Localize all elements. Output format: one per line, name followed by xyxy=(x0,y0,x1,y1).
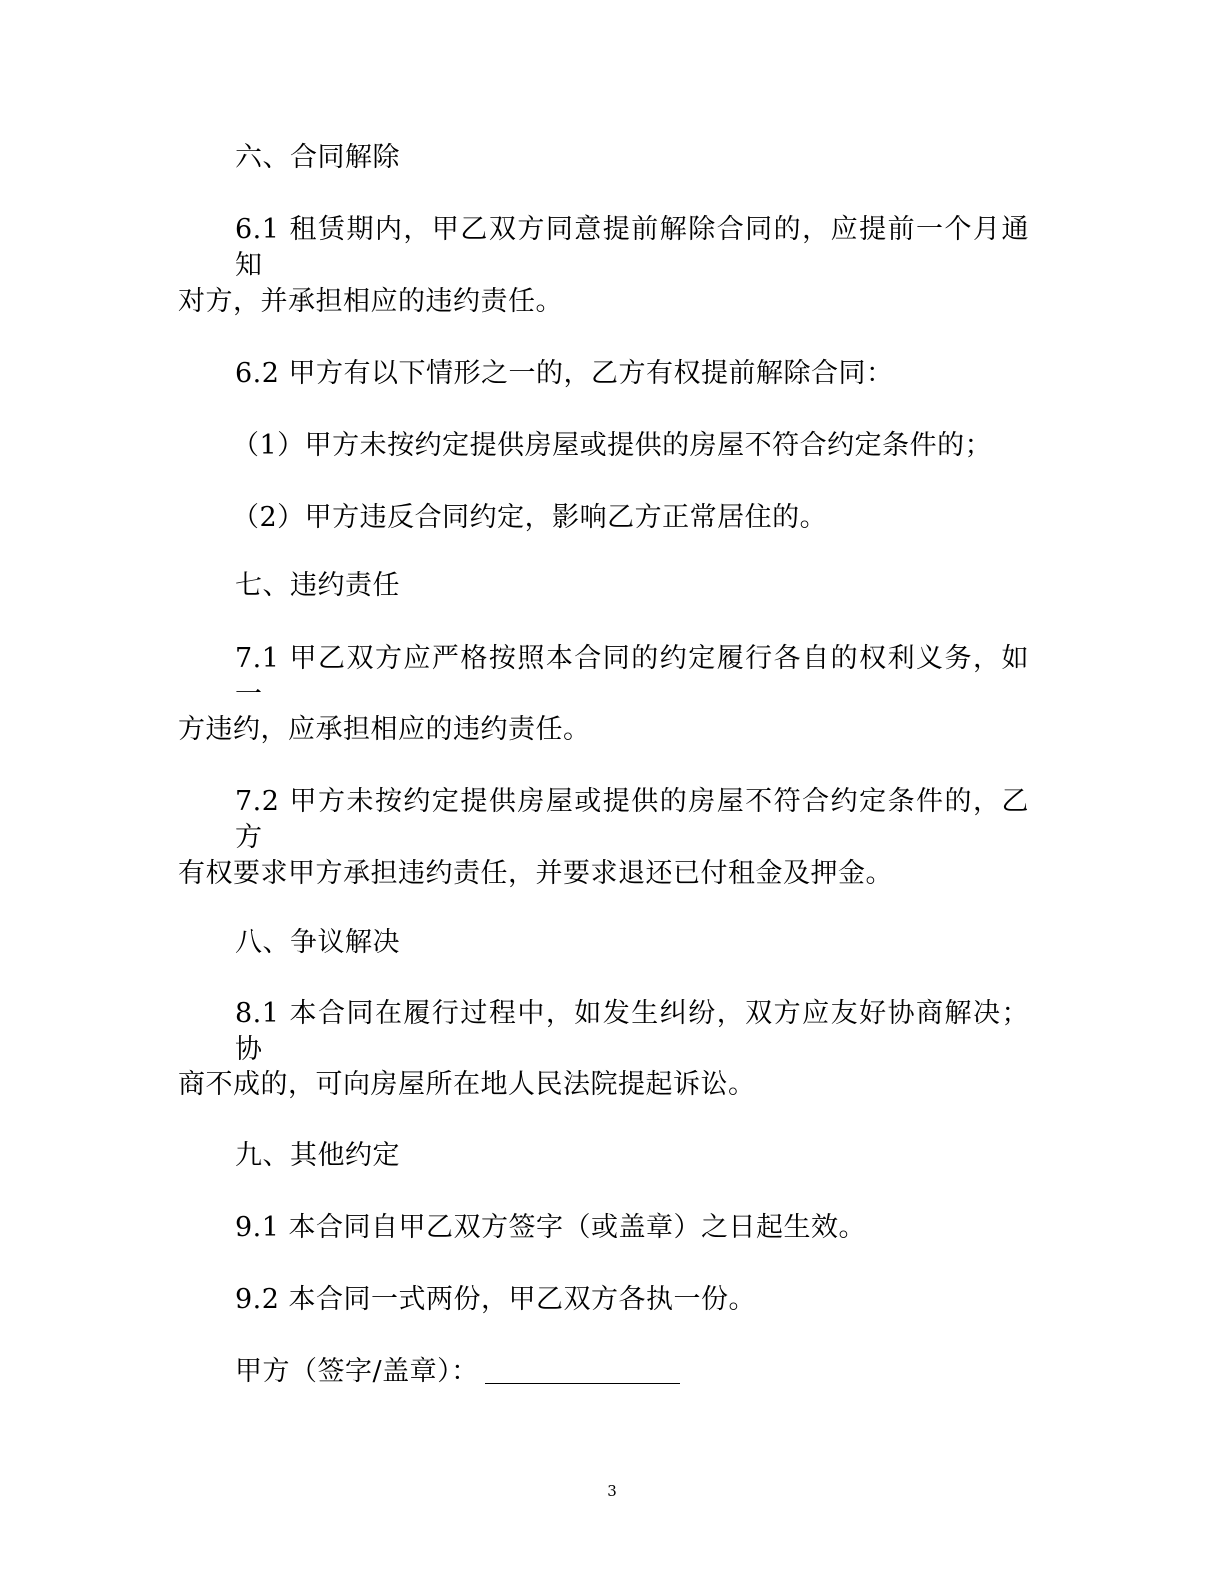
section-heading-other: 九、其他约定 xyxy=(235,1140,400,1171)
section-heading-dispute: 八、争议解决 xyxy=(235,927,400,958)
page-number: 3 xyxy=(607,1482,617,1500)
signature-line-party-a[interactable] xyxy=(485,1357,680,1384)
clause-6-1-line-1 xyxy=(0,212,1224,284)
clause-8-1-line-2: 商不成的，可向房屋所在地人民法院提起诉讼。 xyxy=(178,1069,756,1100)
clause-6-1-line-2: 对方，并承担相应的违约责任。 xyxy=(178,286,563,317)
clause-8-1-line-1 xyxy=(0,996,1224,1068)
clause-7-1-line-1 xyxy=(0,641,1224,713)
clause-7-2-text-1: 7.2 甲方未按约定提供房屋或提供的房屋不符合约定条件的，乙方 xyxy=(235,786,1029,853)
clause-9-2: 9.2 本合同一式两份，甲乙双方各执一份。 xyxy=(235,1284,757,1315)
clause-6-1-text-1: 6.1 租赁期内，甲乙双方同意提前解除合同的，应提前一个月通知 xyxy=(235,214,1029,281)
clause-7-2-line-2: 有权要求甲方承担违约责任，并要求退还已付租金及押金。 xyxy=(178,858,893,889)
clause-6-2: 6.2 甲方有以下情形之一的，乙方有权提前解除合同： xyxy=(235,358,894,389)
clause-6-2-item-1: （1）甲方未按约定提供房屋或提供的房屋不符合约定条件的； xyxy=(232,430,993,461)
clause-8-1-text-1: 8.1 本合同在履行过程中，如发生纠纷，双方应友好协商解决；协 xyxy=(235,998,1029,1065)
clause-7-1-text-1: 7.1 甲乙双方应严格按照本合同的约定履行各自的权利义务，如一 xyxy=(235,643,1029,710)
clause-6-2-item-2: （2）甲方违反合同约定，影响乙方正常居住的。 xyxy=(232,502,828,533)
clause-9-1: 9.1 本合同自甲乙双方签字（或盖章）之日起生效。 xyxy=(235,1212,867,1243)
section-heading-breach: 七、违约责任 xyxy=(235,570,400,601)
clause-7-1-line-2: 方违约，应承担相应的违约责任。 xyxy=(178,714,591,745)
signature-row-party-a xyxy=(0,1354,1224,1390)
section-heading-termination: 六、合同解除 xyxy=(235,142,400,173)
signature-label-party-a: 甲方（签字/盖章）： xyxy=(235,1356,479,1387)
clause-7-2-line-1 xyxy=(0,784,1224,856)
